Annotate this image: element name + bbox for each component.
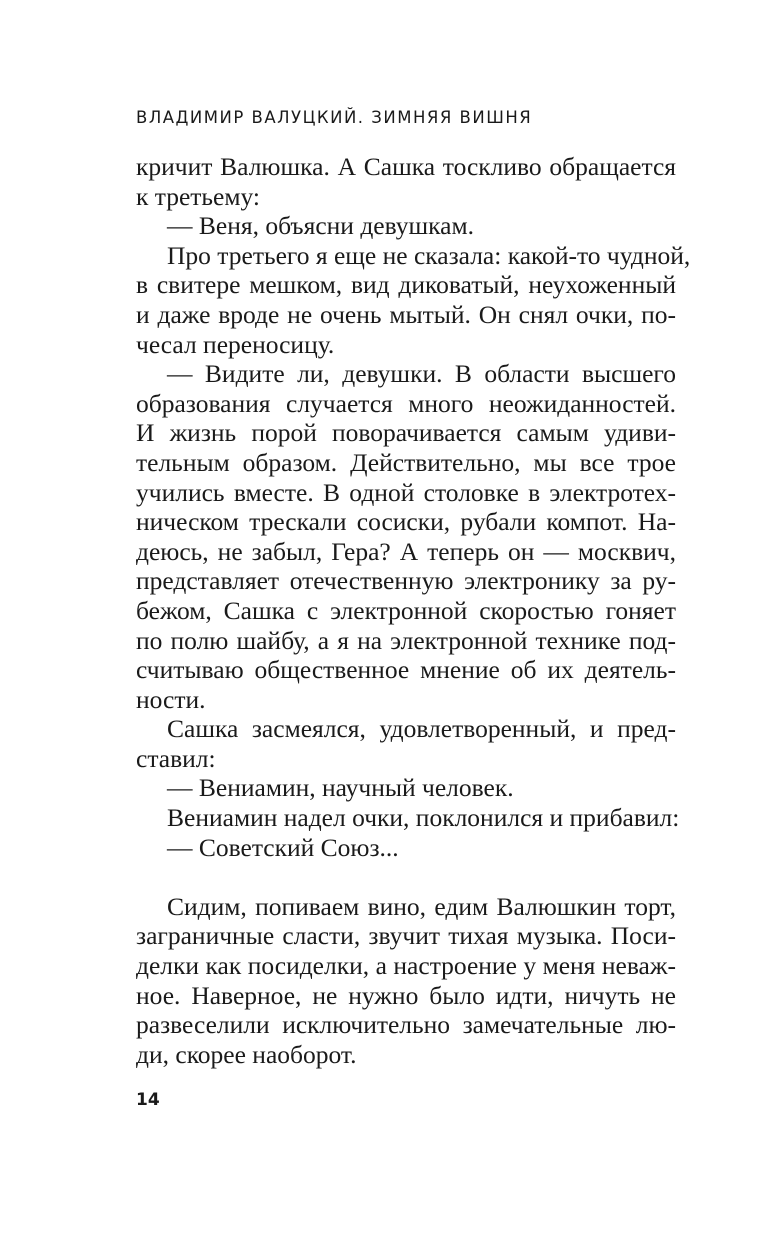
text-line: учились вместе. В одной столовке в электротех- <box>136 477 676 507</box>
text-line: по полю шайбу, а я на электронной технике под- <box>136 625 676 655</box>
text-line: бежом, Сашка с электронной скоростью гоняет <box>136 595 676 625</box>
text-line: в свитере мешком, вид диковатый, неухоженный <box>136 270 676 300</box>
text-line: — Веня, объясни девушкам. <box>167 211 474 241</box>
text-line: ническом трескали сосиски, рубали компот. На- <box>136 507 676 537</box>
text-line: Про третьего я еще не сказала: какой-то чудной, <box>167 240 691 270</box>
text-line: Сидим, попиваем вино, едим Валюшкин торт, <box>167 891 676 921</box>
text-line: деюсь, не забыл, Гера? А теперь он — москвич, <box>136 536 676 566</box>
text-line: заграничные сласти, звучит тихая музыка. Поси- <box>136 921 676 951</box>
text-line: ставил: <box>136 743 216 773</box>
body-text <box>136 152 691 1069</box>
text-line: — Вениамин, научный человек. <box>167 773 514 803</box>
text-line: И жизнь порой поворачивается самым удиви- <box>136 418 676 448</box>
text-line: тельным образом. Действительно, мы все трое <box>136 447 676 477</box>
text-line: Сашка засмеялся, удовлетворенный, и пред- <box>167 714 676 744</box>
text-line: делки как посиделки, а настроение у меня неваж- <box>136 951 676 981</box>
section-break <box>136 862 676 892</box>
text-line: и даже вроде не очень мытый. Он снял очки, по- <box>136 299 676 329</box>
text-line: к третьему: <box>136 181 261 211</box>
text-line: развеселили исключительно замечательные лю- <box>136 1010 676 1040</box>
text-line: ди, скорее наоборот. <box>136 1039 357 1069</box>
text-line: кричит Валюшка. А Сашка тоскливо обращается <box>136 152 676 181</box>
text-line: Вениамин надел очки, поклонился и прибавил: <box>167 803 680 833</box>
text-line: представляет отечественную электронику за ру- <box>136 566 676 596</box>
text-line: — Видите ли, девушки. В области высшего <box>167 359 676 389</box>
text-line: ное. Наверное, не нужно было идти, ничуть не <box>136 980 676 1010</box>
text-line: образования случается много неожиданностей. <box>136 388 676 418</box>
text-line: — Советский Союз... <box>167 832 399 862</box>
text-line: считываю общественное мнение об их деятель- <box>136 655 676 685</box>
page-number: 14 <box>136 1090 160 1110</box>
text-line: ности. <box>136 684 206 714</box>
running-head: ВЛАДИМИР ВАЛУЦКИЙ. ЗИМНЯЯ ВИШНЯ <box>136 108 533 127</box>
text-line: чесал переносицу. <box>136 329 335 359</box>
